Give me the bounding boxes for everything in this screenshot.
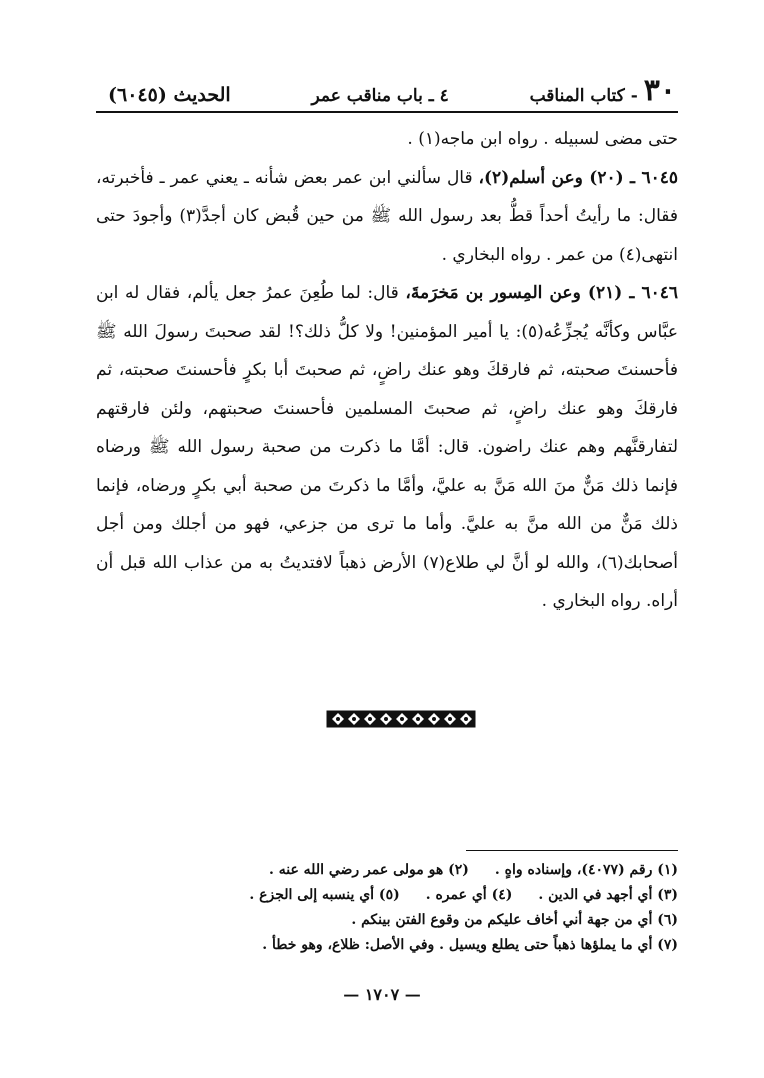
footnote-3: (٣) أي أجهد في الدين . (538, 887, 678, 903)
hadith-6046-lead: ٦٠٤٦ ـ (٢١) وعن المِسور بن مَخرَمةَ، (405, 283, 679, 303)
hadith-6046-text: قال: لما طُعِنَ عمرُ جعل يألم، فقال له ابن عبَّاس وكأنَّه يُجزِّعُه(٥): يا أمير المؤمنين! ولا كلُّ ذلك؟! لقد صحبتَ رسولَ الله ﷺ فأحسنتَ صحبته، ثم فارقكَ وهو عنك راضٍ، ثم صحبتَ أبا بكرٍ فأحسنتَ صحبته، ثم فارقكَ وهو عنك راضٍ، ثم صحبتَ المسلمين فأحسنتَ صحبتهم، ولئن فارقتهم لتفارقنَّهم وهم عنك راضون. قال: أمَّا ما ذكرت من صحبة رسول الله ﷺ ورضاه فإنما ذلك مَنٌّ منَ الله مَنَّ به عليَّ، وأمَّا ما ذكرتَ من صحبة أبي بكرٍ ورضاه، فإنما ذلك مَنٌّ من الله منَّ به عليَّ. وأما ما ترى من جزعي، فهو من أجلك ومن أجل أصحابك(٦)، والله لو أنَّ لي طلاع(٧) الأرض ذهباً لافتديتُ به من عذاب الله قبل أن أراه. رواه البخاري . (96, 283, 678, 611)
page-header (108, 66, 676, 106)
paragraph-continuation: حتى مضى لسبيله . رواه ابن ماجه(١) . (407, 129, 678, 149)
section-ornament (326, 710, 476, 728)
footnote-row-2 (150, 883, 678, 908)
footnote-row-3 (150, 908, 678, 933)
footnote-rule (466, 850, 678, 851)
footnote-5: (٥) أي ينسبه إلى الجزع . (249, 887, 400, 903)
header-rule (96, 111, 678, 113)
header-page-number: ٣٠ (643, 73, 676, 108)
footnote-4: (٤) أي عمره . (425, 887, 513, 903)
hadith-6045-lead: ٦٠٤٥ ـ (٢٠) وعن أسلم(٢)، (478, 167, 678, 188)
footnote-row-4 (150, 933, 678, 958)
footnotes (150, 858, 678, 958)
paragraph-hadith-6046 (96, 274, 678, 621)
hadith-6045-text: قال سألني ابن عمر بعض شأنه ـ يعني عمر ـ فأخبرته، فقال: ما رأيتُ أحداً قطُّ بعد رسول الله ﷺ من حين قُبض كان أجدَّ(٣) وأجودَ حتى انتهى(٤) من عمر . رواه البخاري . (96, 167, 678, 265)
footnote-6: (٦) أي من جهة أني أخاف عليكم من وقوع الفتن بينكم . (351, 912, 678, 928)
header-chapter: ٤ ـ باب مناقب عمر (311, 86, 449, 106)
paragraph-hadith-6045 (96, 159, 678, 275)
footnote-7: (٧) أي ما يملؤها ذهباً حتى يطلع ويسيل . وفي الأصل: ظلاع، وهو خطأ . (262, 937, 678, 953)
header-book-title: - كتاب المناقب (529, 86, 638, 106)
footnote-2: (٢) هو مولى عمر رضي الله عنه . (268, 862, 469, 878)
footnote-row-1 (150, 858, 678, 883)
header-hadith-range: الحديث (٦٠٤٥) (108, 84, 231, 106)
main-text (96, 120, 678, 621)
header-book (529, 73, 676, 108)
page-number-footer: — ١٧٠٧ — (343, 985, 421, 1004)
footnote-1: (١) رقم (٤٠٧٧)، وإسناده واهٍ . (494, 862, 678, 878)
